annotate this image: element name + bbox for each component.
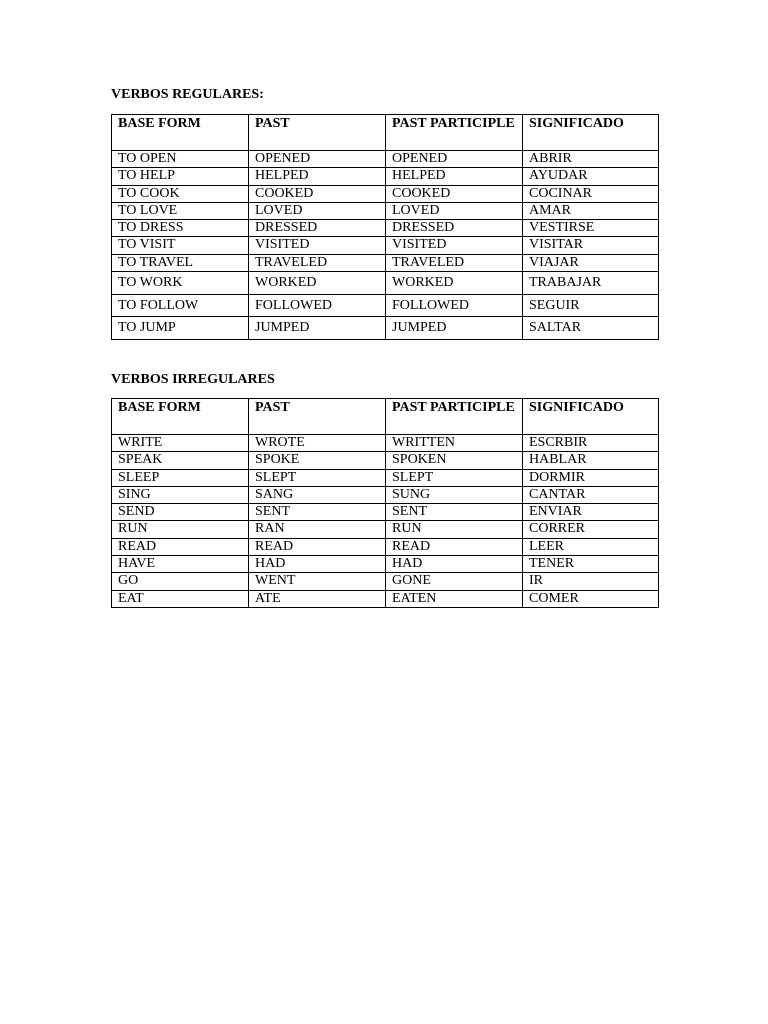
cell-base-form: TO DRESS: [112, 220, 249, 237]
table-row: [112, 237, 659, 254]
cell-past-participle: VISITED: [386, 237, 523, 254]
cell-past: HELPED: [249, 168, 386, 185]
cell-past: OPENED: [249, 151, 386, 168]
table-row: [112, 294, 659, 317]
cell-past-participle: SPOKEN: [386, 452, 523, 469]
cell-base-form: SEND: [112, 504, 249, 521]
cell-base-form: RUN: [112, 521, 249, 538]
cell-significado: AYUDAR: [523, 168, 659, 185]
header-past: PAST: [249, 115, 386, 151]
cell-past: SENT: [249, 504, 386, 521]
cell-past: READ: [249, 538, 386, 555]
table-row: [112, 254, 659, 271]
cell-past-participle: EATEN: [386, 590, 523, 607]
cell-significado: CANTAR: [523, 486, 659, 503]
cell-base-form: SLEEP: [112, 469, 249, 486]
cell-base-form: READ: [112, 538, 249, 555]
cell-significado: COCINAR: [523, 185, 659, 202]
table-row: [112, 556, 659, 573]
cell-past: FOLLOWED: [249, 294, 386, 317]
table-row: [112, 220, 659, 237]
cell-past: WORKED: [249, 272, 386, 295]
table-row: [112, 435, 659, 452]
cell-past: ATE: [249, 590, 386, 607]
cell-past-participle: GONE: [386, 573, 523, 590]
cell-past: RAN: [249, 521, 386, 538]
cell-base-form: HAVE: [112, 556, 249, 573]
table-row: [112, 151, 659, 168]
cell-past-participle: READ: [386, 538, 523, 555]
cell-past: WENT: [249, 573, 386, 590]
cell-significado: TRABAJAR: [523, 272, 659, 295]
table-row: [112, 202, 659, 219]
header-base-form: BASE FORM: [112, 115, 249, 151]
cell-past: HAD: [249, 556, 386, 573]
table-row: [112, 590, 659, 607]
irregular-verbs-title: VERBOS IRREGULARES: [111, 372, 275, 387]
cell-base-form: TO JUMP: [112, 317, 249, 340]
cell-significado: VIAJAR: [523, 254, 659, 271]
cell-past: TRAVELED: [249, 254, 386, 271]
cell-past-participle: WORKED: [386, 272, 523, 295]
cell-past-participle: SLEPT: [386, 469, 523, 486]
cell-past-participle: OPENED: [386, 151, 523, 168]
table-row: [112, 521, 659, 538]
cell-past: COOKED: [249, 185, 386, 202]
cell-past-participle: HAD: [386, 556, 523, 573]
cell-past-participle: TRAVELED: [386, 254, 523, 271]
cell-past: DRESSED: [249, 220, 386, 237]
cell-base-form: TO LOVE: [112, 202, 249, 219]
table-row: [112, 538, 659, 555]
header-significado: SIGNIFICADO: [523, 115, 659, 151]
header-significado: SIGNIFICADO: [523, 399, 659, 435]
table-row: [112, 486, 659, 503]
table-row: [112, 452, 659, 469]
cell-base-form: TO OPEN: [112, 151, 249, 168]
cell-significado: COMER: [523, 590, 659, 607]
cell-significado: AMAR: [523, 202, 659, 219]
table-header-row: [112, 399, 659, 435]
header-base-form: BASE FORM: [112, 399, 249, 435]
cell-base-form: TO WORK: [112, 272, 249, 295]
regular-verbs-table: [111, 114, 659, 340]
table-row: [112, 168, 659, 185]
irregular-verbs-table: [111, 398, 659, 608]
cell-base-form: SING: [112, 486, 249, 503]
cell-significado: ESCRBIR: [523, 435, 659, 452]
cell-past-participle: HELPED: [386, 168, 523, 185]
cell-past-participle: LOVED: [386, 202, 523, 219]
cell-significado: VESTIRSE: [523, 220, 659, 237]
cell-past-participle: WRITTEN: [386, 435, 523, 452]
cell-past: JUMPED: [249, 317, 386, 340]
table-row: [112, 272, 659, 295]
cell-past: SANG: [249, 486, 386, 503]
cell-past-participle: FOLLOWED: [386, 294, 523, 317]
cell-base-form: TO VISIT: [112, 237, 249, 254]
cell-past-participle: DRESSED: [386, 220, 523, 237]
cell-base-form: EAT: [112, 590, 249, 607]
regular-verbs-title: VERBOS REGULARES:: [111, 87, 264, 102]
cell-past: VISITED: [249, 237, 386, 254]
cell-past-participle: SUNG: [386, 486, 523, 503]
cell-past-participle: COOKED: [386, 185, 523, 202]
header-past-participle: PAST PARTICIPLE: [386, 399, 523, 435]
table-row: [112, 573, 659, 590]
header-past-participle: PAST PARTICIPLE: [386, 115, 523, 151]
cell-base-form: GO: [112, 573, 249, 590]
cell-significado: LEER: [523, 538, 659, 555]
cell-past: SLEPT: [249, 469, 386, 486]
cell-past-participle: RUN: [386, 521, 523, 538]
cell-significado: ENVIAR: [523, 504, 659, 521]
cell-past: LOVED: [249, 202, 386, 219]
cell-base-form: WRITE: [112, 435, 249, 452]
cell-significado: VISITAR: [523, 237, 659, 254]
cell-significado: DORMIR: [523, 469, 659, 486]
cell-past-participle: SENT: [386, 504, 523, 521]
header-past: PAST: [249, 399, 386, 435]
table-row: [112, 469, 659, 486]
cell-base-form: TO COOK: [112, 185, 249, 202]
cell-past: WROTE: [249, 435, 386, 452]
cell-significado: IR: [523, 573, 659, 590]
cell-base-form: TO HELP: [112, 168, 249, 185]
cell-significado: ABRIR: [523, 151, 659, 168]
cell-past: SPOKE: [249, 452, 386, 469]
cell-past-participle: JUMPED: [386, 317, 523, 340]
table-row: [112, 185, 659, 202]
cell-significado: SALTAR: [523, 317, 659, 340]
cell-significado: HABLAR: [523, 452, 659, 469]
cell-significado: TENER: [523, 556, 659, 573]
cell-significado: SEGUIR: [523, 294, 659, 317]
table-row: [112, 504, 659, 521]
table-row: [112, 317, 659, 340]
table-header-row: [112, 115, 659, 151]
cell-base-form: TO TRAVEL: [112, 254, 249, 271]
cell-base-form: TO FOLLOW: [112, 294, 249, 317]
cell-significado: CORRER: [523, 521, 659, 538]
cell-base-form: SPEAK: [112, 452, 249, 469]
